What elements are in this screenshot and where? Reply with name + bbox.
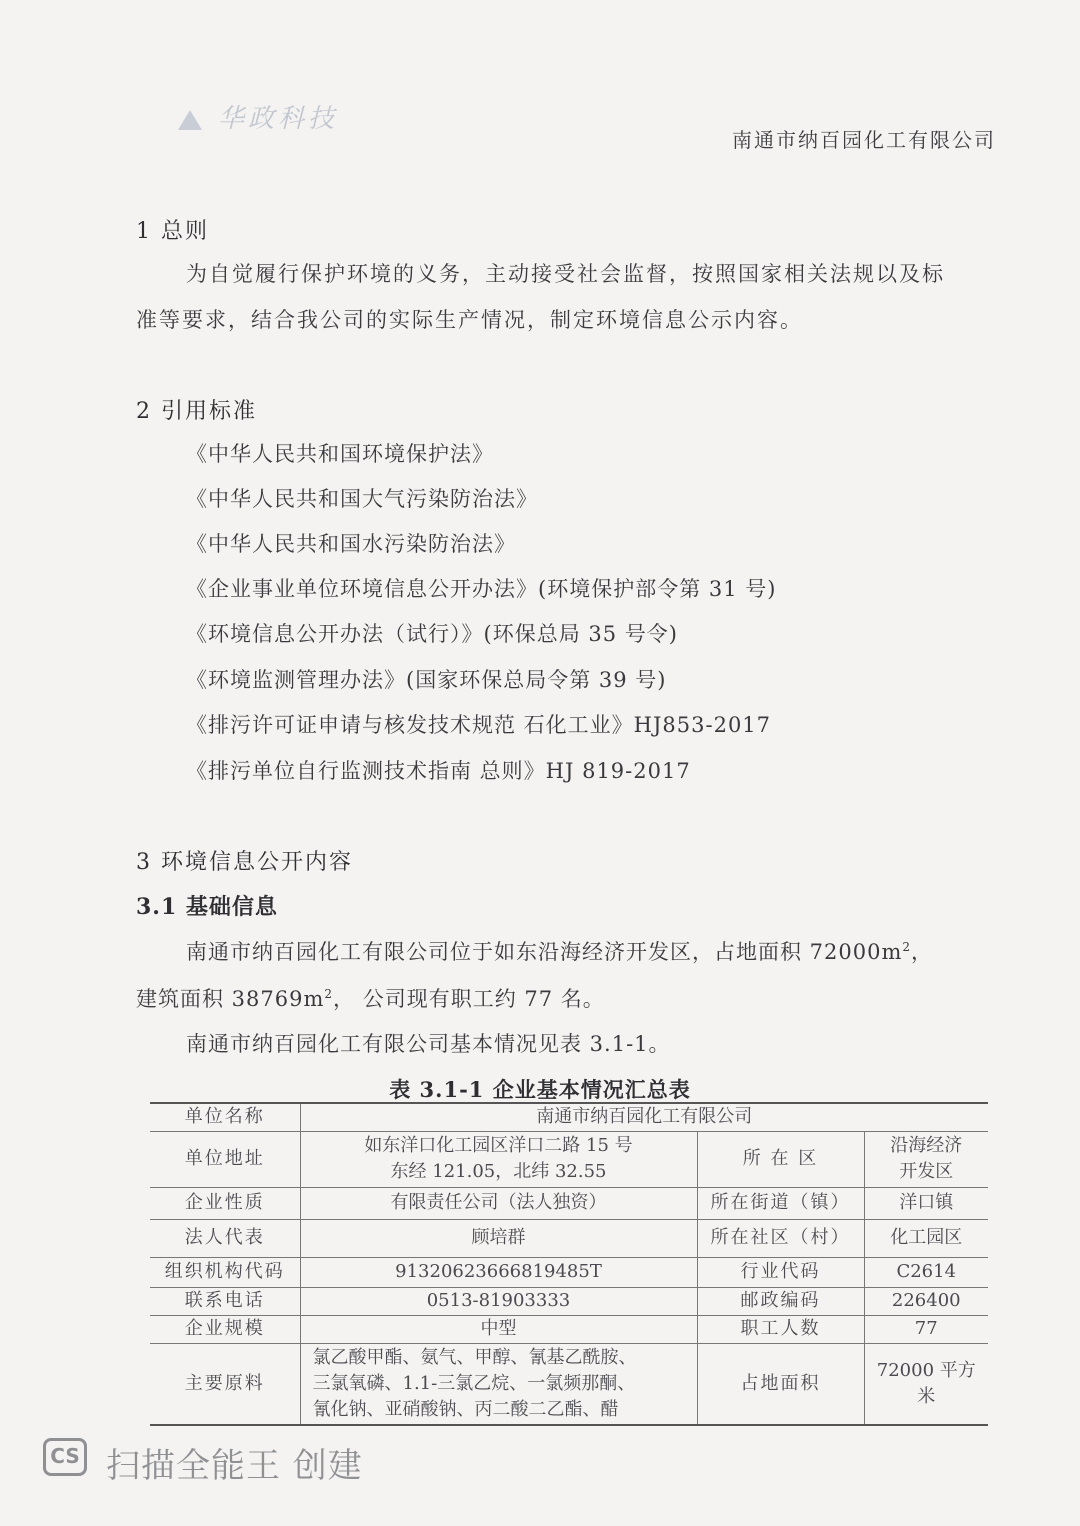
reference-item: 《企业事业单位环境信息公开办法》(环境保护部令第 31 号) [186,577,777,601]
logo-watermark-text: 华政科技 [218,104,339,134]
table-row [150,1219,988,1257]
table-cell-label: 法人代表 [150,1219,300,1257]
reference-item: 《中华人民共和国水污染防治法》 [186,532,516,556]
table-cell-value: 226400 [864,1287,988,1315]
table-cell-value: 0513-81903333 [300,1287,697,1315]
section-3-paragraph-line-1: 南通市纳百园化工有限公司位于如东沿海经济开发区，占地面积 $72000m^2$， [186,940,934,964]
section-1-paragraph-line-1: 为自觉履行保护环境的义务，主动接受社会监督，按照国家相关法规以及标 [186,262,945,286]
area-line-2: 米 [917,1385,936,1407]
address-line-1: 如东洋口化工园区洋口二路 15 号 [364,1135,633,1156]
section-3-paragraph-2: 南通市纳百园化工有限公司基本情况见表 3.1-1。 [186,1032,671,1056]
reference-item: 《排污许可证申请与核发技术规范 石化工业》HJ853-2017 [186,713,772,737]
company-logo-watermark [178,98,348,138]
table-cell-label: 企业规模 [150,1315,300,1343]
section-3-1-heading: 3.1 基础信息 [136,894,278,920]
table-caption: 表 3.1-1 企业基本情况汇总表 [389,1077,691,1102]
table-row [150,1315,988,1343]
table-row [150,1103,988,1131]
scanner-watermark-text: 扫描全能王 创建 [106,1446,363,1486]
section-2-heading: 2 引用标准 [136,399,257,424]
page-header-company: 南通市纳百园化工有限公司 [732,128,996,152]
section-3-heading: 3 环境信息公开内容 [136,850,353,875]
section-1-heading: 1 总则 [136,219,209,244]
table-row [150,1187,988,1219]
material-line-1: 氯乙酸甲酯、氨气、甲醇、氰基乙酰胺、 [312,1346,637,1368]
table-cell-label: 所 在 区 [697,1131,864,1187]
table-cell-label: 单位地址 [150,1131,300,1187]
table-cell-value [300,1131,697,1187]
material-line-2: 三氯氧磷、1.1-三氯乙烷、一氯频那酮、 [312,1372,636,1394]
reference-item: 《中华人民共和国环境保护法》 [186,442,494,466]
table-cell-value: 南通市纳百园化工有限公司 [300,1103,988,1131]
reference-item: 《排污单位自行监测技术指南 总则》HJ 819-2017 [186,759,691,783]
reference-item: 《环境信息公开办法（试行）》(环保总局 35 号令) [186,622,678,646]
table-cell-label: 所在社区（村） [697,1219,864,1257]
table-cell-value: 91320623666819485T [300,1257,697,1287]
table-cell-label: 所在街道（镇） [697,1187,864,1219]
table-row [150,1343,988,1425]
district-line-2: 开发区 [899,1161,954,1182]
table-cell-value: 顾培群 [300,1219,697,1257]
table-cell-value: 中型 [300,1315,697,1343]
table-row [150,1131,988,1187]
table-cell-label: 行业代码 [697,1257,864,1287]
table-cell-label: 占地面积 [697,1343,864,1425]
table-cell-value: 77 [864,1315,988,1343]
table-row [150,1257,988,1287]
sail-logo-icon [178,110,202,130]
table-row [150,1287,988,1315]
table-cell-value: C2614 [864,1257,988,1287]
table-cell-label: 职工人数 [697,1315,864,1343]
material-line-3: 氰化钠、亚硝酸钠、丙二酸二乙酯、醋 [312,1398,619,1420]
table-cell-label: 邮政编码 [697,1287,864,1315]
section-1-paragraph-line-2: 准等要求，结合我公司的实际生产情况，制定环境信息公示内容。 [136,308,803,332]
table-cell-value: 洋口镇 [864,1187,988,1219]
table-cell-label: 单位名称 [150,1103,300,1131]
table-cell-value [864,1343,988,1425]
area-line-1: 72000 平方 [876,1359,976,1381]
address-line-2: 东经 121.05，北纬 32.55 [390,1161,607,1182]
table-cell-label: 企业性质 [150,1187,300,1219]
reference-item: 《中华人民共和国大气污染防治法》 [186,487,538,511]
section-3-paragraph-line-2: 建筑面积 $38769m^2$， 公司现有职工约 77 名。 [136,987,605,1011]
table-cell-label: 组织机构代码 [150,1257,300,1287]
table-cell-value: 化工园区 [864,1219,988,1257]
table-cell-value [300,1343,697,1425]
table-cell-label: 主要原料 [150,1343,300,1425]
district-line-1: 沿海经济 [890,1135,963,1156]
camscanner-logo-icon: CS [43,1438,87,1476]
reference-item: 《环境监测管理办法》(国家环保总局令第 39 号) [186,668,667,692]
table-cell-value [864,1131,988,1187]
table-cell-label: 联系电话 [150,1287,300,1315]
table-cell-value: 有限责任公司（法人独资） [300,1187,697,1219]
enterprise-info-table [150,1102,988,1426]
